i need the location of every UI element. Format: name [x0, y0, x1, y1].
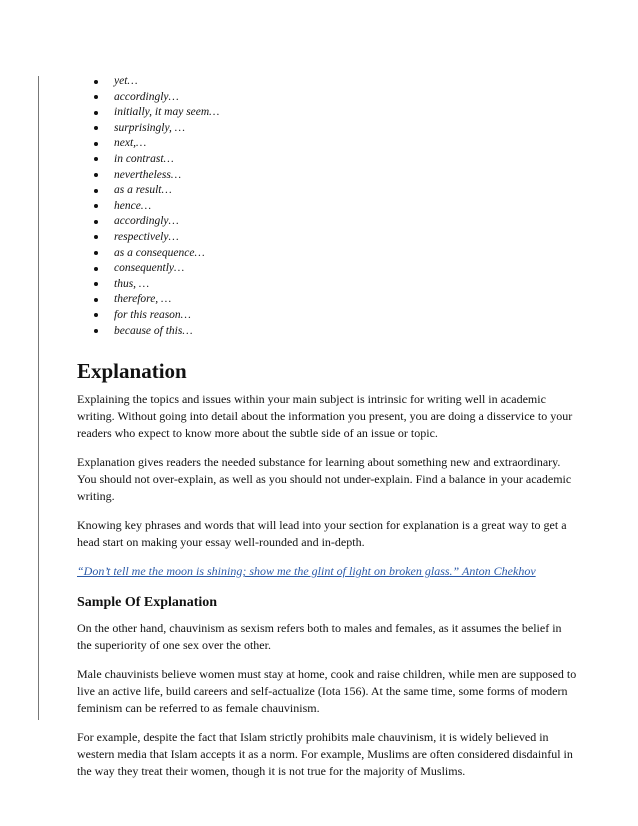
bullet-icon [94, 126, 98, 130]
list-item: thus, … [77, 277, 577, 293]
list-item: nevertheless… [77, 168, 577, 184]
list-item: accordingly… [77, 90, 577, 106]
bullet-icon [94, 111, 98, 115]
list-item: because of this… [77, 324, 577, 340]
list-item: surprisingly, … [77, 121, 577, 137]
explanation-paragraph: Explanation gives readers the needed substance for learning about something new and extraordinary. You should not over-explain, as well as you should not under-explain. Find a balance in your academic writing. [77, 455, 572, 504]
bullet-icon [94, 282, 98, 286]
bullet-icon [94, 173, 98, 177]
bullet-icon [94, 189, 98, 193]
bullet-icon [94, 204, 98, 208]
list-item: accordingly… [77, 214, 577, 230]
list-item: as a result… [77, 183, 577, 199]
list-item: in contrast… [77, 152, 577, 168]
explanation-paragraph: Explaining the topics and issues within your main subject is intrinsic for writing well in academic writing. Without going into detail about the information you present, you are doing a disservice to your readers who expect to know more about the subtle side of an issue or topic. [77, 392, 573, 441]
bullet-icon [94, 95, 98, 99]
bullet-icon [94, 142, 98, 146]
explanation-heading: Explanation [77, 359, 187, 384]
bullet-icon [94, 235, 98, 239]
sample-paragraph: For example, despite the fact that Islam strictly prohibits male chauvinism, it is widely believed in western media that Islam accepts it as a norm. For example, Muslims are often considered disdainful in the way they treat their women, though it is not true for the majority of Muslims. [77, 730, 573, 779]
sample-paragraph: Male chauvinists believe women must stay at home, cook and raise children, while men are supposed to live an active life, build careers and self-actualize (Iota 156). At the same time, some forms of modern feminism can be referred to as female chauvinism. [77, 667, 577, 716]
bullet-icon [94, 298, 98, 302]
list-item: therefore, … [77, 292, 577, 308]
chekhov-quote: “Don’t tell me the moon is shining; show me the glint of light on broken glass.” Anton Chekhov [77, 564, 536, 579]
list-item: as a consequence… [77, 246, 577, 262]
bullet-icon [94, 80, 98, 84]
list-item: initially, it may seem… [77, 105, 577, 121]
bullet-icon [94, 251, 98, 255]
list-item: next,… [77, 136, 577, 152]
sample-paragraph: On the other hand, chauvinism as sexism refers both to males and females, as it assumes the belief in the superiority of one sex over the other. [77, 621, 562, 653]
bullet-icon [94, 220, 98, 224]
bullet-icon [94, 329, 98, 333]
margin-rule [38, 76, 39, 720]
list-item: respectively… [77, 230, 577, 246]
explanation-paragraph: Knowing key phrases and words that will lead into your section for explanation is a great way to get a head start on making your essay well-rounded and in-depth. [77, 518, 567, 550]
bullet-icon [94, 157, 98, 161]
sample-heading: Sample Of Explanation [77, 595, 218, 611]
list-item: hence… [77, 199, 577, 215]
list-item: consequently… [77, 261, 577, 277]
bullet-icon [94, 267, 98, 271]
transition-words-list [77, 74, 577, 339]
page-content [77, 74, 577, 792]
list-item: yet… [77, 74, 577, 90]
list-item: for this reason… [77, 308, 577, 324]
bullet-icon [94, 313, 98, 317]
